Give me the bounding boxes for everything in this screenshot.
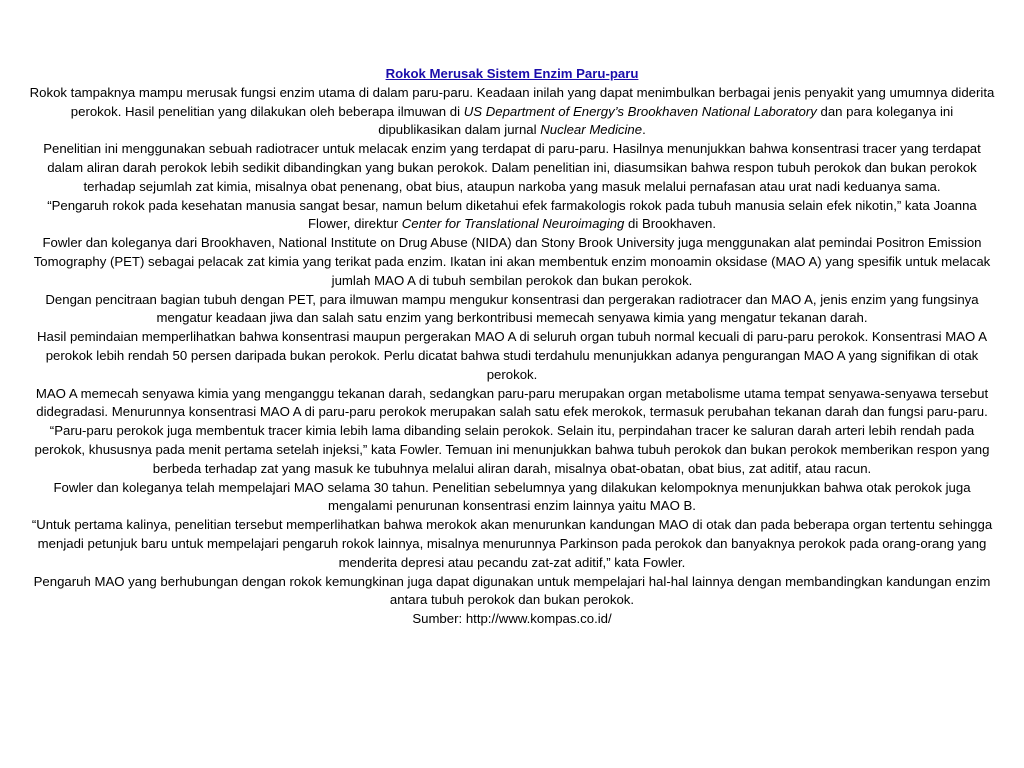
paragraph-1-text-b: dan para koleganya ini dipublikasikan dalam jurnal: [378, 103, 954, 138]
paragraph-2: Penelitian ini menggunakan sebuah radiotracer untuk melacak enzim yang terdapat di paru-paru. Hasilnya menunjukkan bahwa konsentrasi tracer yang terdapat dalam aliran darah perokok lebih sedikit dibandingkan yang bukan perokok. Dalam penelitian ini, diasumsikan bahwa respon tubuh perokok dan bukan perokok terhadap sejumlah zat kimia, misalnya obat penenang, obat bius, ataupun narkoba yang masuk melalui pernafasan atau urat nadi keduanya sama.: [43, 141, 981, 194]
paragraph-9: Fowler dan koleganya telah mempelajari MAO selama 30 tahun. Penelitian sebelumnya yang dilakukan kelompoknya menunjukkan bahwa otak perokok juga mengalami penurunan konsentrasi enzim lainnya yaitu MAO B.: [53, 479, 971, 514]
paragraph-1: [28, 84, 996, 140]
article: [28, 65, 996, 629]
paragraph-8: “Paru-paru perokok juga membentuk tracer kimia lebih lama dibanding selain perokok. Selain itu, perpindahan tracer ke saluran darah arteri lebih rendah pada perokok, khususnya pada menit pertama setelah injeksi,” kata Fowler. Temuan ini menunjukkan bahwa tubuh perokok dan bukan perokok memberikan respon yang berbeda terhadap zat yang masuk ke tubuhnya melalui aliran darah, misalnya obat-obatan, obat bius, zat aditif, atau racun.: [34, 423, 990, 476]
source-line: Sumber: http://www.kompas.co.id/: [412, 611, 612, 627]
paragraph-7: MAO A memecah senyawa kimia yang menganggu tekanan darah, sedangkan paru-paru merupakan organ metabolisme utama tempat senyawa-senyawa tersebut didegradasi. Menurunnya konsentrasi MAO A di paru-paru perokok merupakan salah satu efek merokok, termasuk perubahan tekanan darah dan fungsi paru-paru.: [35, 385, 989, 420]
paragraph-3-text-a: “Pengaruh rokok pada kesehatan manusia sangat besar, namun belum diketahui efek farmakologis rokok pada tubuh manusia selain efek nikotin,” kata Joanna Flower, direktur: [47, 197, 977, 232]
article-title: [28, 65, 996, 84]
paragraph-3-italic-center: Center for Translational Neuroimaging: [401, 216, 625, 232]
paragraph-3: [28, 197, 996, 235]
paragraph-6: Hasil pemindaian memperlihatkan bahwa konsentrasi maupun pergerakan MAO A di seluruh organ tubuh normal kecuali di paru-paru perokok. Konsentrasi MAO A perokok lebih rendah 50 persen daripada bukan perokok. Perlu dicatat bahwa studi terdahulu menunjukkan adanya pengurangan MAO A yang signifikan di otak perokok.: [36, 329, 988, 382]
article-title-link[interactable]: Rokok Merusak Sistem Enzim Paru-paru: [385, 66, 639, 81]
paragraph-5: Dengan pencitraan bagian tubuh dengan PET, para ilmuwan mampu mengukur konsentrasi dan pergerakan radiotracer dan MAO A, jenis enzim yang fungsinya mengatur keadaan jiwa dan salah satu enzim yang berkontribusi memecah senyawa kimia yang mengatur tekanan darah.: [45, 291, 979, 326]
paragraph-10: “Untuk pertama kalinya, penelitian tersebut memperlihatkan bahwa merokok akan menurunkan kandungan MAO di otak dan pada beberapa organ tertentu sehingga menjadi petunjuk baru untuk mempelajari pengaruh rokok lainnya, misalnya menurunnya Parkinson pada perokok dan banyaknya perokok pada orang-orang yang menderita depresi atau pecandu zat-zat aditif,” kata Fowler.: [31, 517, 993, 570]
paragraph-1-italic-journal: Nuclear Medicine: [540, 122, 643, 138]
paragraph-4: Fowler dan koleganya dari Brookhaven, National Institute on Drug Abuse (NIDA) dan Stony Brook University juga menggunakan alat pemindai Positron Emission Tomography (PET) sebagai pelacak zat kimia yang terikat pada enzim. Ikatan ini akan membentuk enzim monoamin oksidase (MAO A) yang spesifik untuk melacak jumlah MAO A di tubuh sembilan perokok dan bukan perokok.: [33, 235, 991, 288]
paragraph-1-italic-lab: US Department of Energy’s Brookhaven National Laboratory: [463, 103, 817, 119]
paragraph-1-text-a: Rokok tampaknya mampu merusak fungsi enzim utama di dalam paru-paru. Keadaan inilah yang dapat menimbulkan berbagai jenis penyakit yang umumnya diderita perokok. Hasil penelitian yang dilakukan oleh beberapa ilmuwan di: [29, 84, 995, 119]
paragraph-1-text-c: .: [642, 122, 646, 138]
paragraph-3-text-b: di Brookhaven.: [624, 216, 717, 232]
paragraph-11: Pengaruh MAO yang berhubungan dengan rokok kemungkinan juga dapat digunakan untuk mempelajari hal-hal lainnya dengan membandingkan kandungan enzim antara tubuh perokok dan bukan perokok.: [33, 573, 991, 608]
